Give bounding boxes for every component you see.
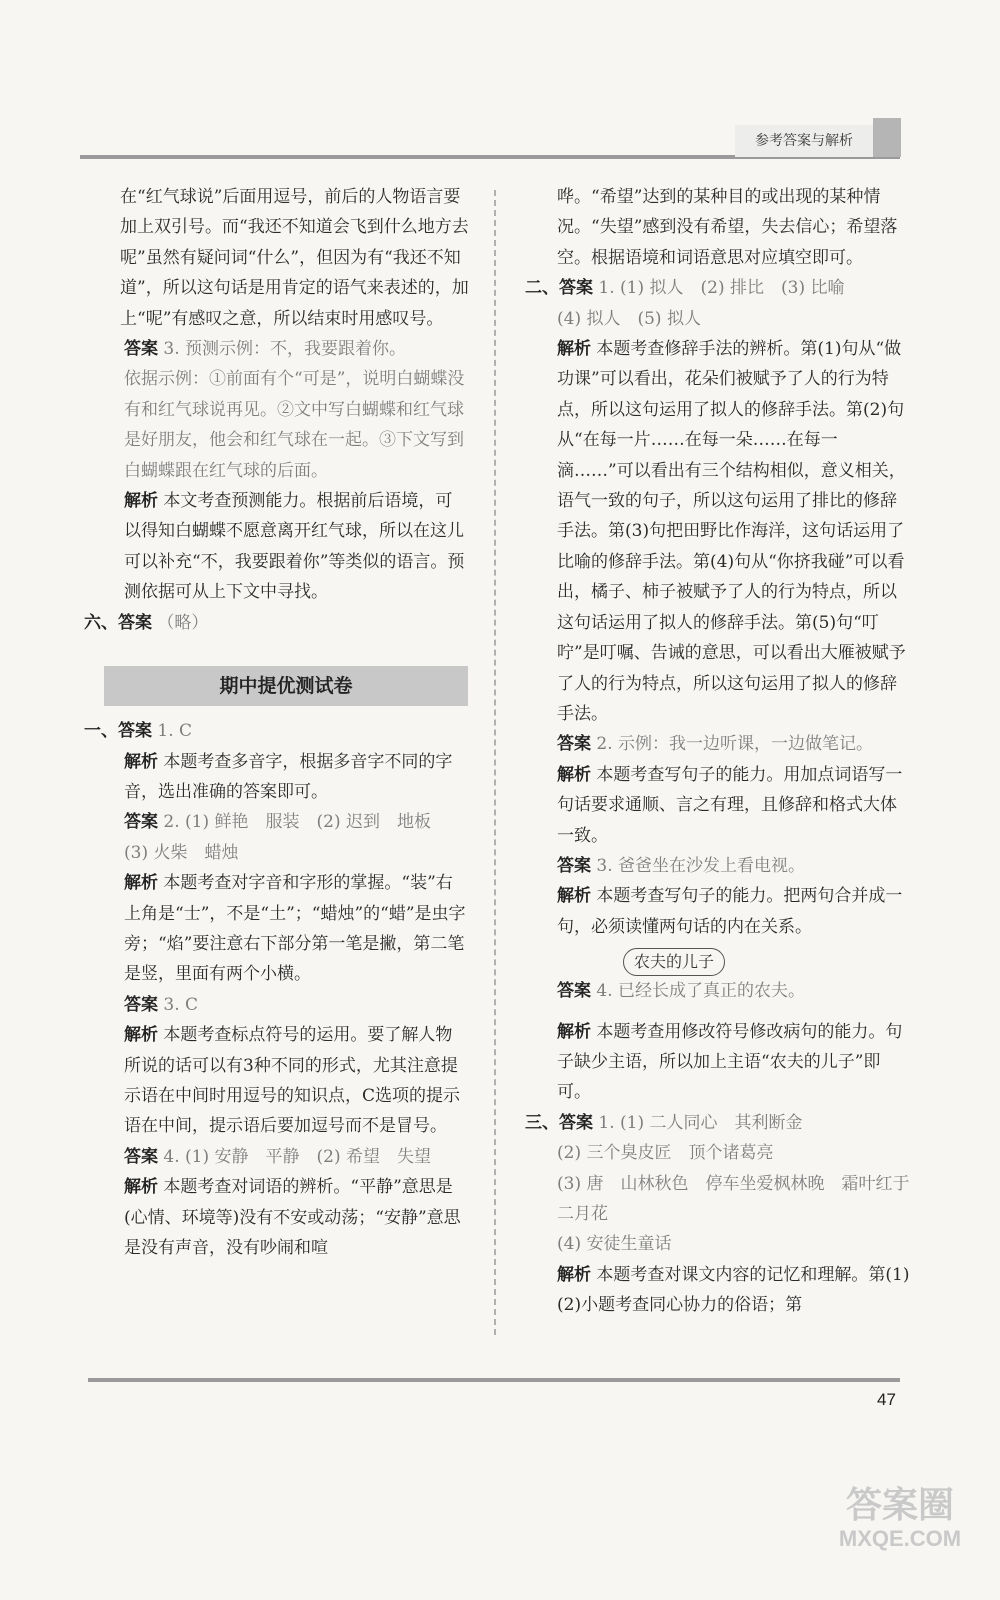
explain-text: 本题考查对词语的辨析。“平静”意思是(心情、环境等)没有不安或动荡；“安静”意思是没有声音，没有吵闹和喧 xyxy=(124,1177,461,1258)
column-divider xyxy=(494,190,496,1335)
section-number: 二、 xyxy=(525,278,559,299)
explain-text: 本题考查标点符号的运用。要了解人物所说的话可以有3种不同的形式，尤其注意提示语在中间时用逗号的知识点，C选项的提示语在中间，提示语后要加逗号而不是冒号。 xyxy=(124,1025,461,1137)
watermark-line2: MXQE.COM xyxy=(838,1526,962,1551)
answer-label: 答案 xyxy=(124,812,158,833)
answer-text: (4) 拟人 (5) 拟人 xyxy=(557,308,701,329)
answer-label: 答案 xyxy=(124,339,158,360)
answer-text: 2. 示例：我一边听课，一边做笔记。 xyxy=(596,734,874,755)
explain-text: 本题考查写句子的能力。用加点词语写一句话要求通顺、言之有理，且修辞和格式大体一致。 xyxy=(557,764,903,846)
answer-label: 答案 xyxy=(118,721,152,742)
answer-text: 1. C xyxy=(157,721,193,742)
explain-text: 本题考查对课文内容的记忆和理解。第(1)(2)小题考查同心协力的俗语；第 xyxy=(557,1264,910,1316)
answer-text: （略） xyxy=(157,612,209,633)
correction-bubble: 农夫的儿子 xyxy=(623,948,725,976)
explain-label: 解析 xyxy=(557,886,591,907)
answer-text: (2) 三个臭皮匠 顶个诸葛亮 xyxy=(557,1143,774,1164)
answer-label: 答案 xyxy=(559,278,593,299)
watermark-line1: 答案圈 xyxy=(845,1484,954,1525)
answer-text: (3) 火柴 蜡烛 xyxy=(124,842,239,863)
watermark-logo xyxy=(820,1485,980,1553)
explain-text: 本题考查用修改符号修改病句的能力。句子缺少主语，所以加上主语“农夫的儿子”即可。 xyxy=(557,1021,903,1103)
answer-label: 答案 xyxy=(559,1112,593,1133)
answer-text: 1. (1) 二人同心 其利断金 xyxy=(598,1112,803,1133)
answer-text: 4. 已经长成了真正的农夫。 xyxy=(596,981,806,1002)
section-number: 三、 xyxy=(525,1112,559,1133)
answer-label: 答案 xyxy=(557,981,591,1002)
explain-label: 解析 xyxy=(557,1264,591,1285)
left-column xyxy=(84,182,469,1263)
explain-label: 解析 xyxy=(557,339,591,360)
explain-text: 本题考查写句子的能力。把两句合并成一句，必须读懂两句话的内在关系。 xyxy=(557,886,903,937)
answer-text: 3. C xyxy=(163,994,199,1015)
answer-text: (4) 安徒生童话 xyxy=(557,1234,672,1255)
answer-basis: 依据示例：①前面有个“可是”，说明白蝴蝶没有和红气球说再见。②文中写白蝴蝶和红气球是好朋友，他会和红气球在一起。③下文写到白蝴蝶跟在红气球的后面。 xyxy=(124,369,465,481)
answer-label: 答案 xyxy=(557,855,591,876)
explain-label: 解析 xyxy=(124,1177,158,1198)
footer-rule xyxy=(88,1378,900,1382)
paragraph: 在“红气球说”后面用逗号，前后的人物语言要加上双引号。而“我还不知道会飞到什么地方去呢”虽然有疑问词“什么”，但因为有“我还不知道”，所以这句话是用肯定的语气来表述的，加上“呢”有感叹之意，所以结束时用感叹号。 xyxy=(120,187,469,329)
explain-label: 解析 xyxy=(124,1025,158,1046)
header-tab xyxy=(873,118,901,157)
answer-label: 答案 xyxy=(124,1146,158,1167)
explain-label: 解析 xyxy=(124,873,158,894)
explain-label: 解析 xyxy=(557,1021,591,1042)
explain-label: 解析 xyxy=(124,491,158,512)
explain-label: 解析 xyxy=(124,751,158,772)
explain-text: 本题考查修辞手法的辨析。第(1)句从“做功课”可以看出，花朵们被赋予了人的行为特点，所以这句运用了拟人的修辞手法。第(2)句从“在每一片……在每一朵……在每一滴……”可以看出有三个结构相似，意义相关，语气一致的句子，所以这句运用了排比的修辞手法。第(3)句把田野比作海洋，这句话运用了比喻的修辞手法。第(4)句从“你挤我碰”可以看出，橘子、柿子被赋予了人的行为特点，所以这句话运用了拟人的修辞手法。第(5)句“叮咛”是叮嘱、告诫的意思，可以看出大雁被赋予了人的行为特点，所以这句运用了拟人的修辞手法。 xyxy=(557,339,906,724)
answer-text: 3. 预测示例：不，我要跟着你。 xyxy=(163,339,407,360)
answer-text: 2. (1) 鲜艳 服装 (2) 迟到 地板 xyxy=(163,812,431,833)
explain-text: 本题考查对字音和字形的掌握。“装”右上角是“士”，不是“土”；“蜡烛”的“蜡”是虫字旁；“焰”要注意右下部分第一笔是撇，第二笔是竖，里面有两个小横。 xyxy=(124,873,466,985)
explain-label: 解析 xyxy=(557,764,591,785)
right-column xyxy=(525,182,910,1321)
answer-text: 1. (1) 拟人 (2) 排比 (3) 比喻 xyxy=(598,278,845,299)
answer-text: (3) 唐 山林秋色 停车坐爱枫林晚 霜叶红于二月花 xyxy=(557,1173,910,1224)
paragraph: 哗。“希望”达到的某种目的或出现的某种情况。“失望”感到没有希望，失去信心；希望落空。根据语境和词语意思对应填空即可。 xyxy=(557,187,898,268)
section-number: 六、 xyxy=(84,612,118,633)
answer-label: 答案 xyxy=(118,612,152,633)
answer-label: 答案 xyxy=(124,994,158,1015)
page-number: 47 xyxy=(877,1390,896,1409)
answer-text: 3. 爸爸坐在沙发上看电视。 xyxy=(596,855,806,876)
answer-text: 4. (1) 安静 平静 (2) 希望 失望 xyxy=(163,1146,431,1167)
explain-text: 本题考查多音字，根据多音字不同的字音，选出准确的答案即可。 xyxy=(124,751,453,802)
section-number: 一、 xyxy=(84,721,118,742)
explain-text: 本文考查预测能力。根据前后语境，可以得知白蝴蝶不愿意离开红气球，所以在这儿可以补充“不，我要跟着你”等类似的语言。预测依据可从上下文中寻找。 xyxy=(124,491,465,603)
header-label: 参考答案与解析 xyxy=(735,125,873,157)
answer-label: 答案 xyxy=(557,734,591,755)
correction-annotation xyxy=(525,942,910,976)
section-title: 期中提优测试卷 xyxy=(104,666,468,706)
